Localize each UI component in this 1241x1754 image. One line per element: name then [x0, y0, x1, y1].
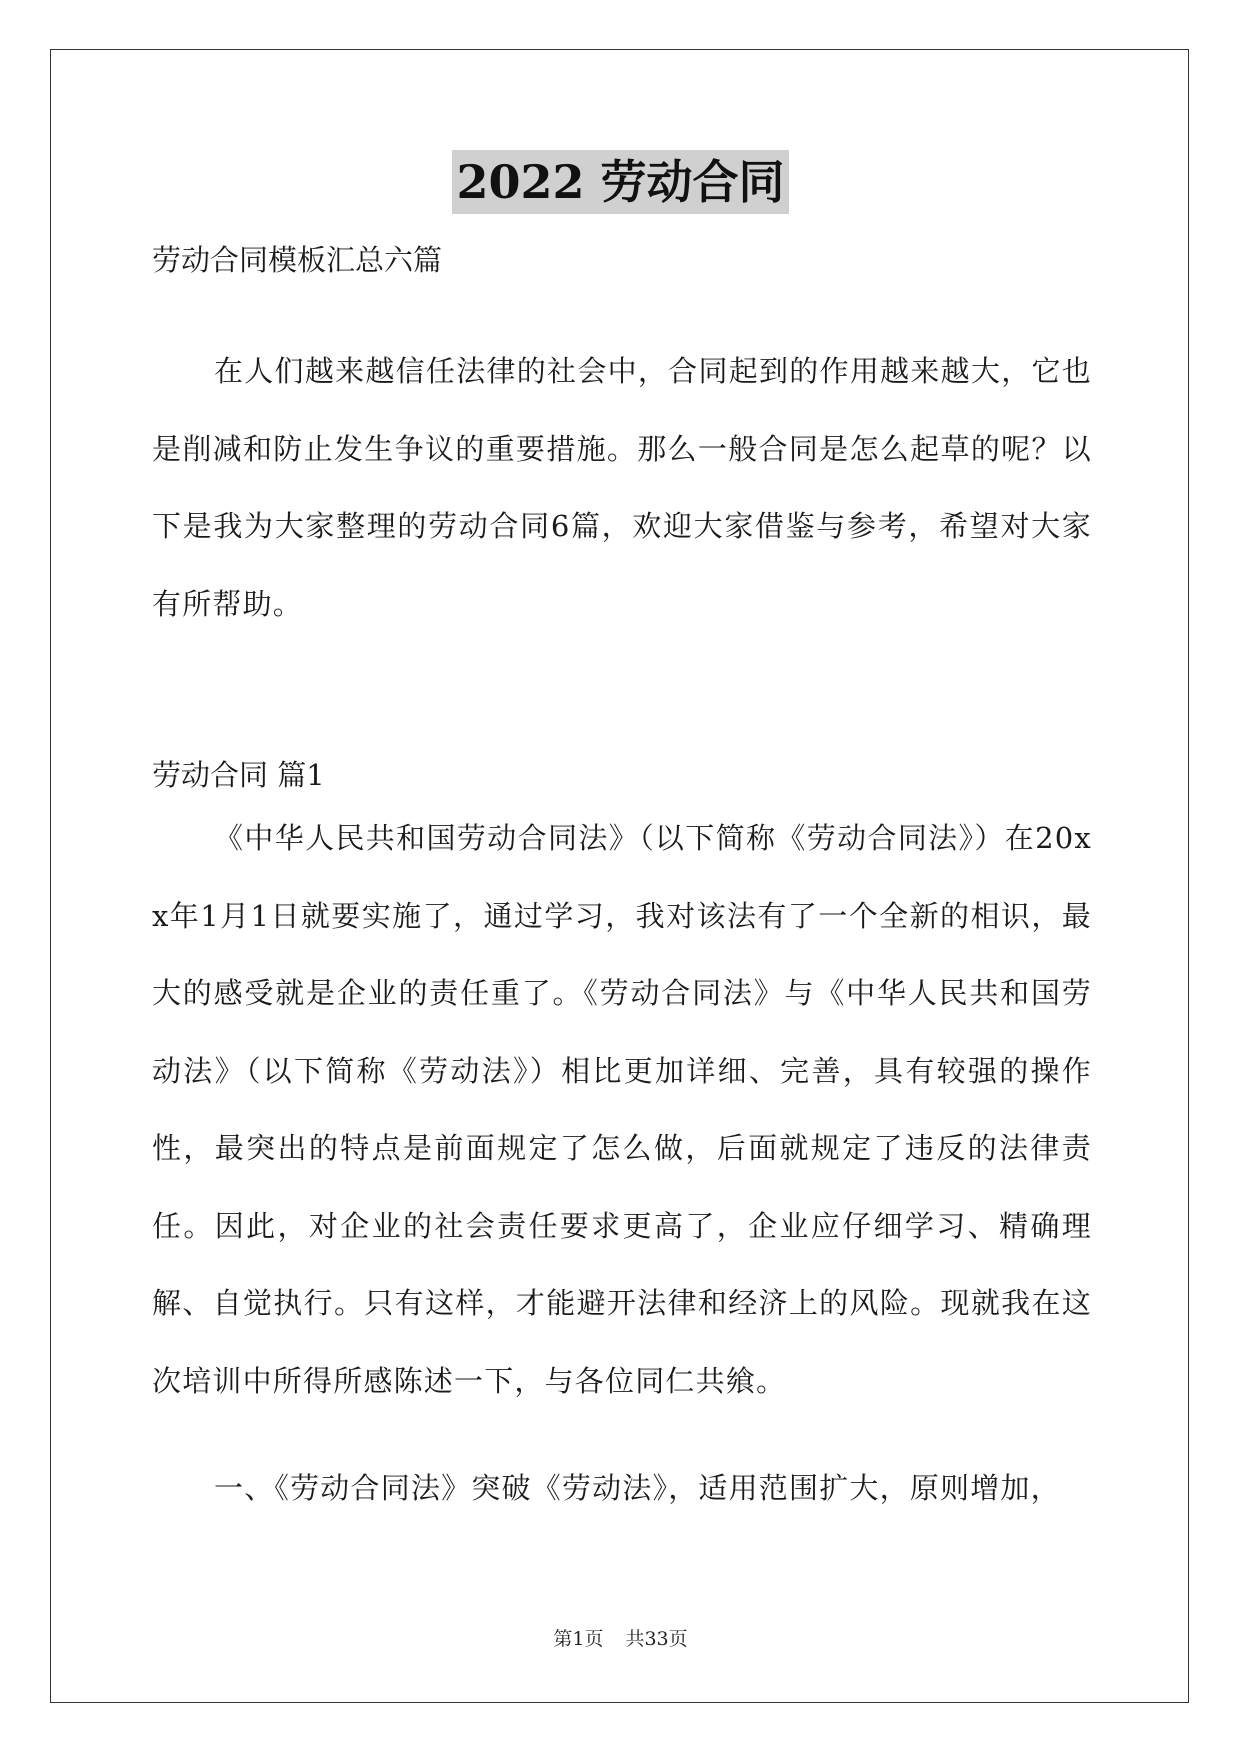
document-subtitle: 劳动合同模板汇总六篇 — [152, 243, 443, 277]
page-number-current: 第1页 — [553, 1628, 604, 1650]
page-number-total: 共33页 — [625, 1628, 688, 1650]
document-title — [0, 150, 1241, 214]
document-title-text: 2022 劳动合同 — [452, 150, 788, 214]
intro-paragraph: 在人们越来越信任法律的社会中，合同起到的作用越来越大，它也是削减和防止发生争议的重要措施。那么一般合同是怎么起草的呢？以下是我为大家整理的劳动合同6篇，欢迎大家借鉴与参考，希望对大家有所帮助。 — [152, 354, 1092, 621]
section-heading: 劳动合同 篇1 — [152, 758, 325, 792]
point1-paragraph: 一、《劳动合同法》突破《劳动法》，适用范围扩大，原则增加， — [214, 1471, 1061, 1505]
page-footer — [0, 1625, 1241, 1653]
law-paragraph: 《中华人民共和国劳动合同法》（以下简称《劳动合同法》）在20xx年1月1日就要实施了，通过学习，我对该法有了一个全新的相识，最大的感受就是企业的责任重了。《劳动合同法》与《中华人民共和国劳动法》（以下简称《劳动法》）相比更加详细、完善，具有较强的操作性，最突出的特点是前面规定了怎么做，后面就规定了违反的法律责任。因此，对企业的社会责任要求更高了，企业应仔细学习、精确理解、自觉执行。只有这样，才能避开法律和经济上的风险。现就我在这次培训中所得所感陈述一下，与各位同仁共飨。 — [152, 821, 1092, 1398]
